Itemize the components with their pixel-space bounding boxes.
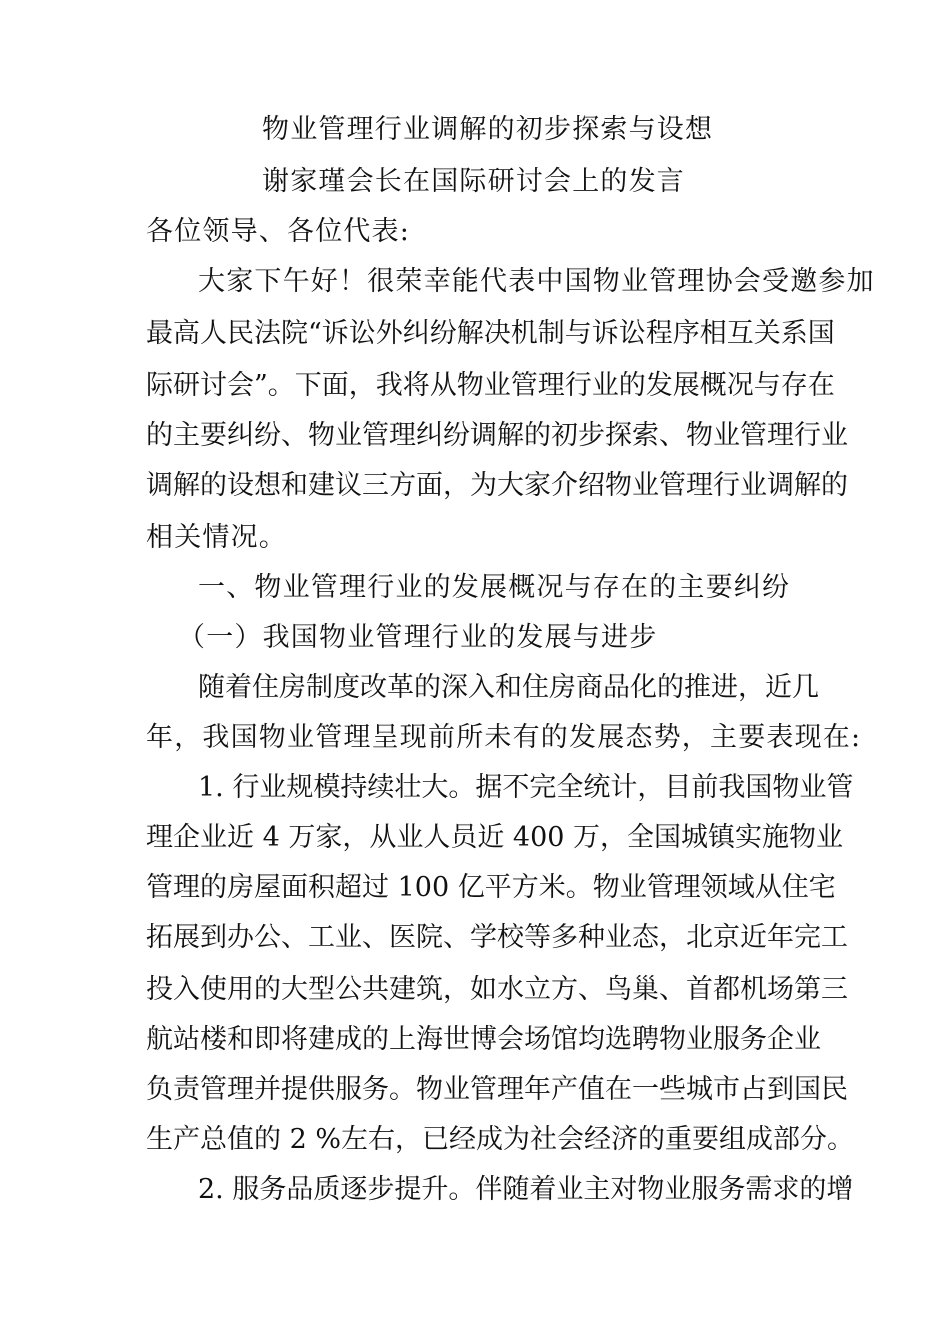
item-1-line-3: 管理的房屋面积超过 100 亿平方米。物业管理领域从住宅 xyxy=(146,872,836,903)
subsection-heading: （一）我国物业管理行业的发展与进步 xyxy=(178,622,658,653)
paragraph-line-3: 际研讨会”。下面，我将从物业管理行业的发展概况与存在 xyxy=(146,370,835,401)
paragraph-line-8: 年，我国物业管理呈现前所未有的发展态势，主要表现在: xyxy=(146,722,862,753)
item-1-line-2: 理企业近 4 万家，从业人员近 400 万，全国城镇实施物业 xyxy=(146,822,844,853)
item-1-line-8: 生产总值的 2 %左右，已经成为社会经济的重要组成部分。 xyxy=(146,1124,854,1155)
paragraph-line-1: 大家下午好！很荣幸能代表中国物业管理协会受邀参加 xyxy=(198,266,875,297)
greeting: 各位领导、各位代表: xyxy=(146,216,411,247)
paragraph-line-7: 随着住房制度改革的深入和住房商品化的推进，近几 xyxy=(198,672,819,703)
paragraph-line-6: 相关情况。 xyxy=(146,522,287,553)
section-heading: 一、物业管理行业的发展概况与存在的主要纠纷 xyxy=(198,572,791,603)
item-1-line-5: 投入使用的大型公共建筑，如水立方、鸟巢、首都机场第三 xyxy=(146,974,848,1005)
document-title: 物业管理行业调解的初步探索与设想 xyxy=(262,114,714,145)
document-subtitle: 谢家瑾会长在国际研讨会上的发言 xyxy=(262,166,685,197)
item-1-line-6: 航站楼和即将建成的上海世博会场馆均选聘物业服务企业 xyxy=(146,1024,821,1055)
item-1-line-4: 拓展到办公、工业、医院、学校等多种业态，北京近年完工 xyxy=(146,922,848,953)
item-2-line-1: 2. 服务品质逐步提升。伴随着业主对物业服务需求的增 xyxy=(198,1174,854,1205)
item-1-line-7: 负责管理并提供服务。物业管理年产值在一些城市占到国民 xyxy=(146,1074,848,1105)
paragraph-line-4: 的主要纠纷、物业管理纠纷调解的初步探索、物业管理行业 xyxy=(146,420,848,451)
paragraph-line-5: 调解的设想和建议三方面，为大家介绍物业管理行业调解的 xyxy=(146,470,848,501)
paragraph-line-2: 最高人民法院“诉讼外纠纷解决机制与诉讼程序相互关系国 xyxy=(146,318,835,349)
item-1-line-1: 1. 行业规模持续壮大。据不完全统计，目前我国物业管 xyxy=(198,772,854,803)
